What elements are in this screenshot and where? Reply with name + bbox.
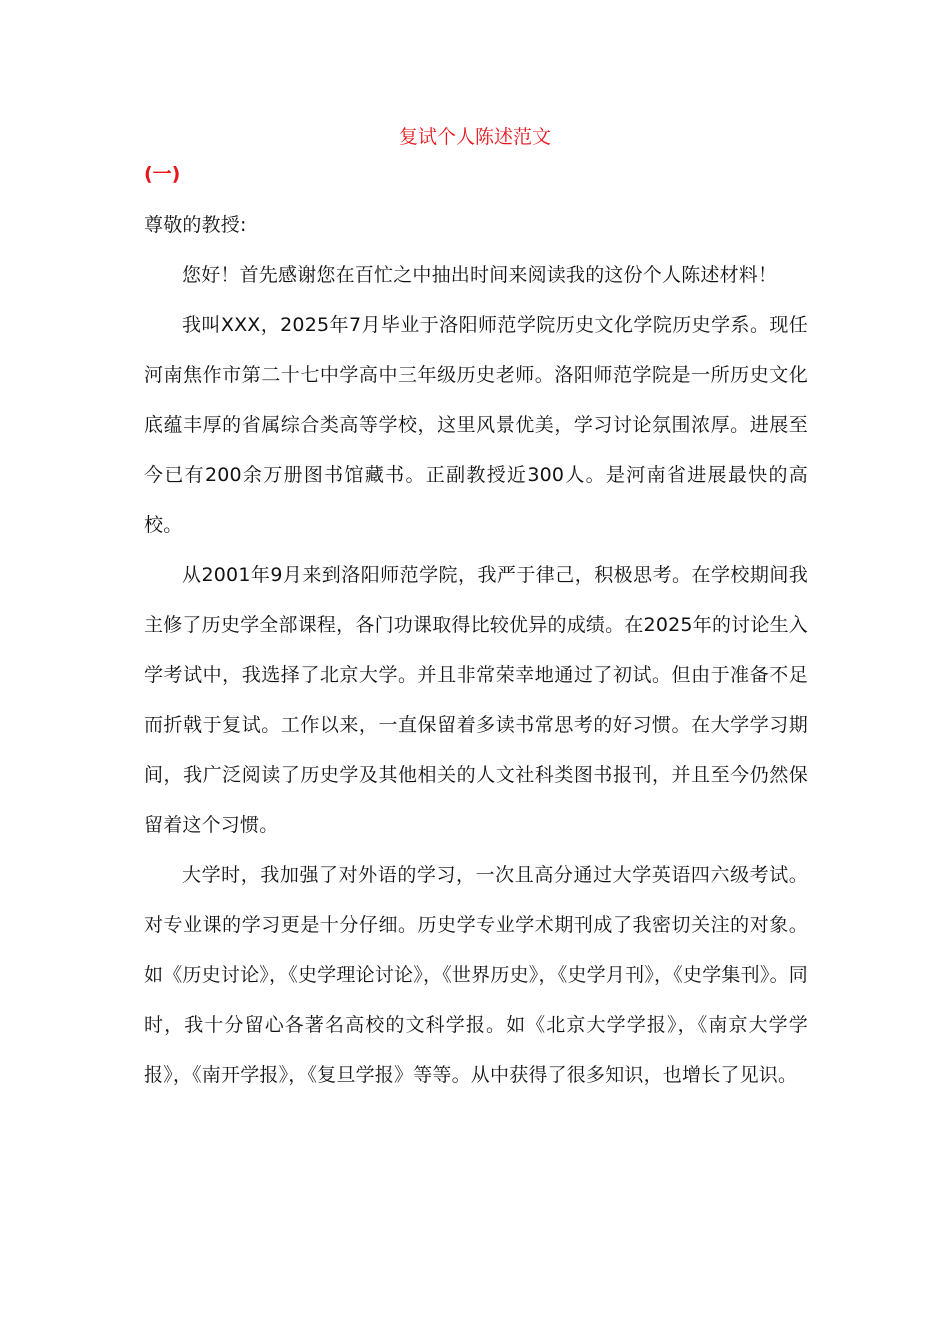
salutation: 尊敬的教授: — [144, 214, 247, 236]
document-body — [144, 200, 808, 1100]
paragraph-greeting: 您好！首先感谢您在百忙之中抽出时间来阅读我的这份个人陈述材料！ — [182, 264, 778, 286]
section-label: (一) — [144, 163, 181, 185]
paragraph-study-experience: 从2001年9月来到洛阳师范学院，我严于律己，积极思考。在学校期间我主修了历史学全部课程，各门功课取得比较优异的成绩。在2025年的讨论生入学考试中，我选择了北京大学。并且非常荣幸地通过了初试。但由于准备不足而折戟于复试。工作以来，一直保留着多读书常思考的好习惯。在大学学习期间，我广泛阅读了历史学及其他相关的人文社科类图书报刊，并且至今仍然保留着这个习惯。 — [144, 564, 808, 836]
document-title: 复试个人陈述范文 — [398, 126, 551, 148]
paragraph-introduction: 我叫XXX，2025年7月毕业于洛阳师范学院历史文化学院历史学系。现任河南焦作市第二十七中学高中三年级历史老师。洛阳师范学院是一所历史文化底蕴丰厚的省属综合类高等学校，这里风景优美，学习讨论氛围浓厚。进展至今已有200余万册图书馆藏书。正副教授近300人。是河南省进展最快的高校。 — [144, 314, 808, 536]
paragraph-language-and-reading: 大学时，我加强了对外语的学习，一次且高分通过大学英语四六级考试。对专业课的学习更是十分仔细。历史学专业学术期刊成了我密切关注的对象。如《历史讨论》，《史学理论讨论》，《世界历史》，《史学月刊》，《史学集刊》。同时，我十分留心各著名高校的文科学报。如《北京大学学报》，《南京大学学报》，《南开学报》，《复旦学报》等等。从中获得了很多知识，也增长了见识。 — [144, 864, 808, 1086]
